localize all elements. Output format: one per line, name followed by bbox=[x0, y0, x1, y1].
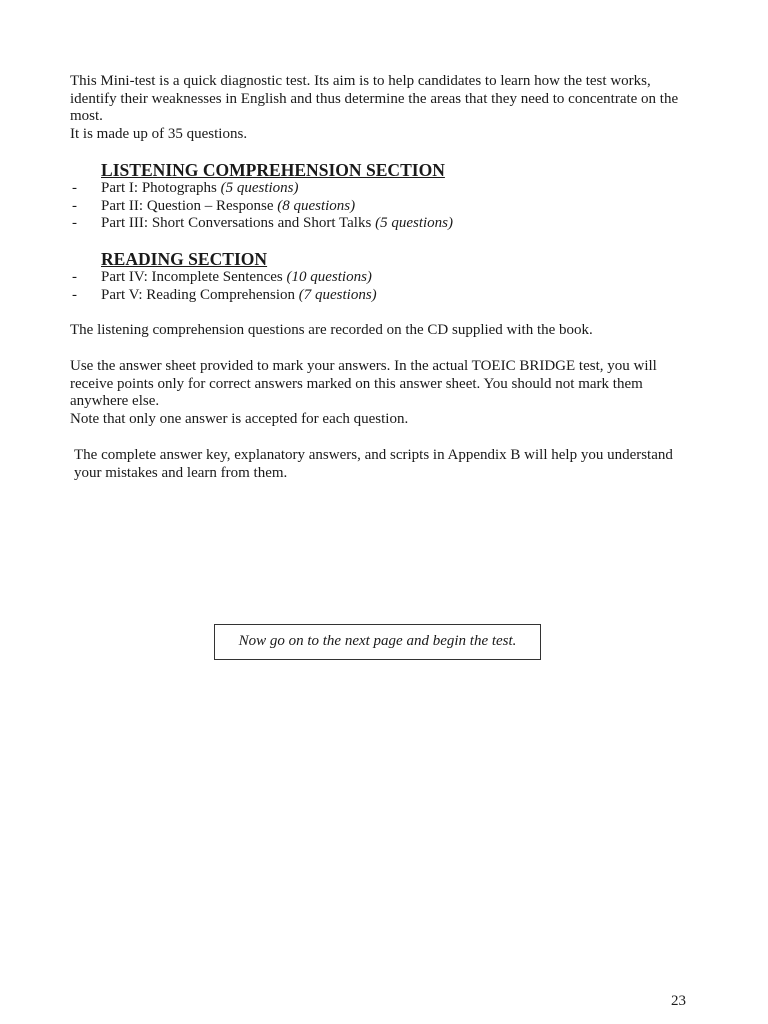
part-question-count: (8 questions) bbox=[277, 197, 356, 214]
part-question-count: (5 questions) bbox=[375, 215, 453, 231]
reading-parts-list bbox=[72, 269, 377, 304]
listening-parts-list bbox=[72, 180, 453, 233]
part-label: Part IV: Incomplete Sentences bbox=[101, 269, 283, 285]
part-question-count: (7 questions) bbox=[298, 286, 377, 303]
next-page-notice-text: Now go on to the next page and begin the test. bbox=[238, 633, 517, 650]
intro-text: This Mini-test is a quick diagnostic test. Its aim is to help candidates to learn how the test works, identify their weaknesses in English and thus determine the areas that they need to concentrate on the most. bbox=[70, 73, 679, 124]
list-item bbox=[72, 198, 453, 216]
list-dash: - bbox=[72, 197, 77, 214]
answer-sheet-paragraph bbox=[70, 358, 690, 428]
list-item bbox=[72, 269, 377, 287]
one-answer-text: Note that only one answer is accepted for each question. bbox=[70, 410, 409, 427]
part-label: Part V: Reading Comprehension bbox=[101, 286, 296, 303]
cd-note-paragraph bbox=[70, 322, 690, 340]
list-item bbox=[72, 180, 453, 198]
part-question-count: (10 questions) bbox=[286, 269, 372, 285]
page-number: 23 bbox=[671, 993, 686, 1009]
list-dash: - bbox=[72, 269, 77, 285]
list-item bbox=[72, 287, 377, 305]
list-item bbox=[72, 215, 453, 233]
question-count-text: It is made up of 35 questions. bbox=[70, 125, 248, 142]
part-label: Part II: Question – Response bbox=[101, 197, 274, 214]
answer-sheet-text: Use the answer sheet provided to mark your answers. In the actual TOEIC BRIDGE test, you will receive points only for correct answers marked on this answer sheet. You should not mark them anywhere else. bbox=[70, 358, 657, 409]
appendix-paragraph bbox=[74, 447, 694, 482]
list-dash: - bbox=[72, 286, 77, 303]
appendix-text: The complete answer key, explanatory answers, and scripts in Appendix B will help you understand your mistakes and learn from them. bbox=[74, 447, 673, 481]
part-question-count: (5 questions) bbox=[220, 180, 299, 196]
list-dash: - bbox=[72, 180, 77, 196]
part-label: Part I: Photographs bbox=[101, 180, 217, 196]
part-label: Part III: Short Conversations and Short Talks bbox=[101, 215, 372, 231]
reading-section-heading: READING SECTION bbox=[101, 249, 268, 269]
list-dash: - bbox=[72, 215, 77, 231]
intro-paragraph bbox=[70, 73, 685, 143]
cd-note-text: The listening comprehension questions are recorded on the CD supplied with the book. bbox=[70, 322, 593, 338]
listening-section-heading: LISTENING COMPREHENSION SECTION bbox=[101, 160, 445, 180]
next-page-notice-box bbox=[214, 624, 541, 660]
